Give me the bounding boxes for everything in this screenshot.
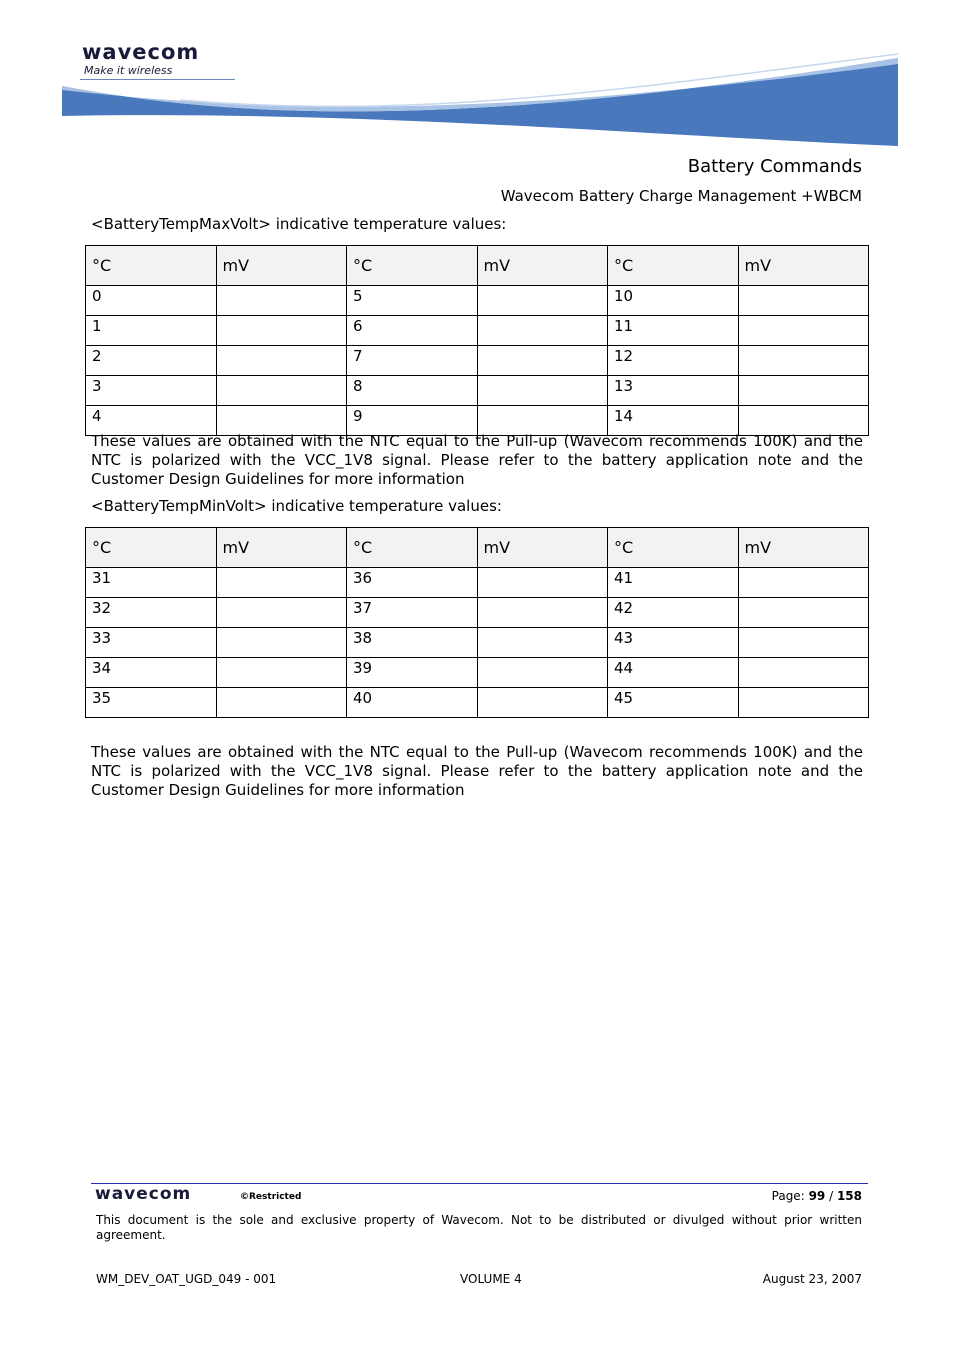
table-row (86, 688, 869, 718)
page-label: Page: (771, 1189, 809, 1203)
footer-rule (91, 1183, 868, 1184)
max-table-intro: <BatteryTempMaxVolt> indicative temperature values: (91, 215, 507, 233)
table-cell (738, 376, 869, 406)
header-celsius: °C (608, 528, 739, 568)
table-cell (216, 658, 347, 688)
table-cell: 14 (608, 406, 739, 436)
table-cell (216, 346, 347, 376)
table-cell (738, 568, 869, 598)
section-subtitle: Wavecom Battery Charge Management +WBCM (500, 187, 862, 205)
table-cell: 13 (608, 376, 739, 406)
table-cell: 9 (347, 406, 478, 436)
header-celsius: °C (86, 528, 217, 568)
table-cell (738, 346, 869, 376)
table-cell (216, 286, 347, 316)
page-total: 158 (836, 1189, 862, 1203)
header-celsius: °C (608, 246, 739, 286)
table-cell (477, 688, 608, 718)
table-cell (216, 568, 347, 598)
header-millivolt: mV (216, 246, 347, 286)
volume-label: VOLUME 4 (460, 1272, 522, 1286)
header-millivolt: mV (216, 528, 347, 568)
page-number (772, 1189, 862, 1203)
table-cell: 1 (86, 316, 217, 346)
table-cell (738, 316, 869, 346)
table-cell (738, 628, 869, 658)
table-cell (477, 376, 608, 406)
table-cell: 12 (608, 346, 739, 376)
table-cell (216, 598, 347, 628)
table-cell (477, 628, 608, 658)
table-row (86, 286, 869, 316)
header-rule (80, 79, 235, 80)
section-title: Battery Commands (687, 156, 862, 177)
max-table-note: These values are obtained with the NTC equal to the Pull-up (Wavecom recommends 100K) and the NTC is polarized with the VCC_1V8 signal. Please refer to the battery application note and the Customer Design Guidelines for more information (91, 432, 863, 488)
table-cell: 2 (86, 346, 217, 376)
table-cell: 0 (86, 286, 217, 316)
table-cell: 10 (608, 286, 739, 316)
table-row (86, 406, 869, 436)
table-cell (477, 346, 608, 376)
table-row (86, 346, 869, 376)
table-cell (216, 406, 347, 436)
table-cell: 36 (347, 568, 478, 598)
table-cell (216, 688, 347, 718)
header-celsius: °C (347, 528, 478, 568)
header-celsius: °C (347, 246, 478, 286)
table-cell: 40 (347, 688, 478, 718)
table-cell: 3 (86, 376, 217, 406)
table-cell: 39 (347, 658, 478, 688)
min-temp-table (85, 527, 869, 718)
table-header-row (86, 528, 869, 568)
table-cell (738, 598, 869, 628)
table-cell: 8 (347, 376, 478, 406)
table-cell: 6 (347, 316, 478, 346)
table-cell: 45 (608, 688, 739, 718)
table-cell (738, 688, 869, 718)
table-cell (477, 658, 608, 688)
page-current: 99 (808, 1189, 826, 1203)
table-cell: 4 (86, 406, 217, 436)
footer-wavecom-logo: wavecom (95, 1184, 192, 1204)
header-millivolt: mV (738, 246, 869, 286)
table-row (86, 568, 869, 598)
min-table-note: These values are obtained with the NTC equal to the Pull-up (Wavecom recommends 100K) and the NTC is polarized with the VCC_1V8 signal. Please refer to the battery application note and the Customer Design Guidelines for more information (91, 743, 863, 799)
header-swoosh-graphic (60, 50, 900, 150)
table-cell: 38 (347, 628, 478, 658)
document-date: August 23, 2007 (762, 1272, 862, 1286)
table-cell: 35 (86, 688, 217, 718)
page-separator: / (825, 1189, 837, 1203)
table-row (86, 376, 869, 406)
table-row (86, 316, 869, 346)
document-reference: WM_DEV_OAT_UGD_049 - 001 (96, 1272, 277, 1286)
table-cell (477, 568, 608, 598)
restricted-label: ©Restricted (240, 1192, 302, 1202)
table-cell (738, 658, 869, 688)
min-table-intro: <BatteryTempMinVolt> indicative temperature values: (91, 497, 502, 515)
wavecom-logo: wavecom (82, 40, 200, 64)
table-cell: 42 (608, 598, 739, 628)
header-millivolt: mV (477, 246, 608, 286)
max-temp-table (85, 245, 869, 436)
table-row (86, 658, 869, 688)
table-cell: 33 (86, 628, 217, 658)
table-cell: 43 (608, 628, 739, 658)
table-cell: 31 (86, 568, 217, 598)
logo-tagline: Make it wireless (84, 64, 173, 77)
table-cell: 34 (86, 658, 217, 688)
table-row (86, 598, 869, 628)
table-cell: 44 (608, 658, 739, 688)
table-row (86, 628, 869, 658)
header-celsius: °C (86, 246, 217, 286)
table-cell (738, 286, 869, 316)
table-cell (216, 376, 347, 406)
table-cell (477, 286, 608, 316)
table-cell: 37 (347, 598, 478, 628)
table-cell (216, 628, 347, 658)
table-cell: 7 (347, 346, 478, 376)
table-cell (738, 406, 869, 436)
table-cell (477, 316, 608, 346)
table-cell: 5 (347, 286, 478, 316)
header-millivolt: mV (477, 528, 608, 568)
header-millivolt: mV (738, 528, 869, 568)
table-cell (477, 406, 608, 436)
table-cell: 32 (86, 598, 217, 628)
table-header-row (86, 246, 869, 286)
property-notice: This document is the sole and exclusive property of Wavecom. Not to be distributed or divulged without prior written agreement. (96, 1213, 862, 1242)
table-cell (477, 598, 608, 628)
table-cell: 11 (608, 316, 739, 346)
table-cell (216, 316, 347, 346)
table-cell: 41 (608, 568, 739, 598)
